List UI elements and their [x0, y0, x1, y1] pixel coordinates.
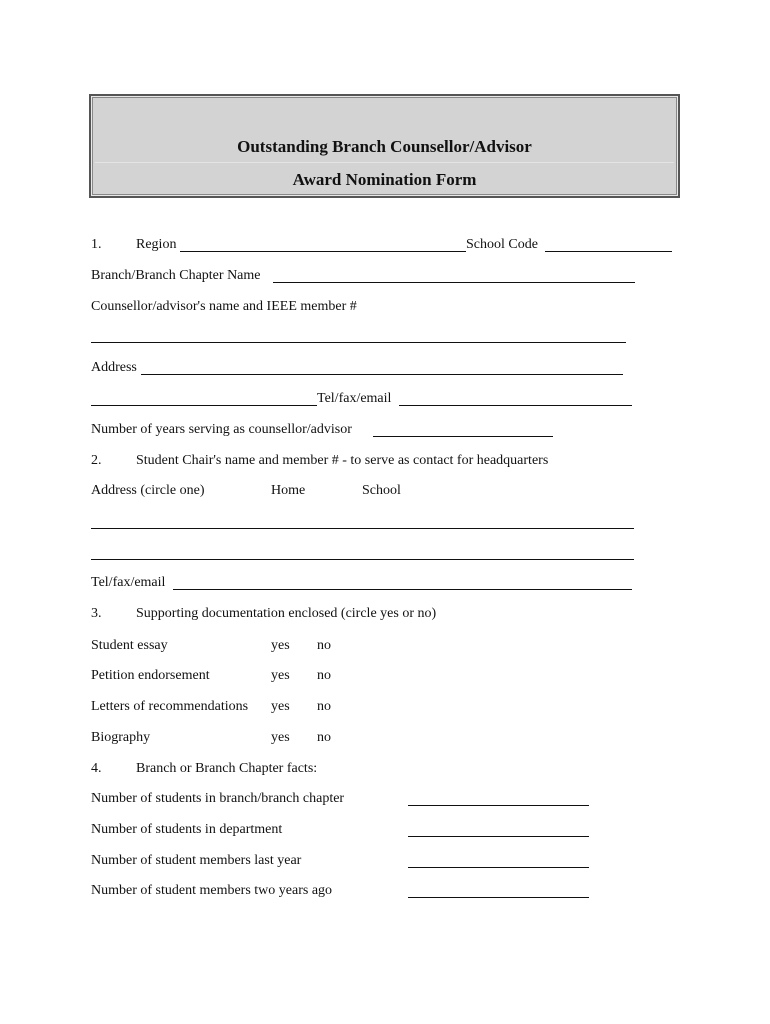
doc-item-label: Letters of recommendations: [91, 699, 249, 714]
chair-address-field-2[interactable]: [91, 559, 634, 560]
no-option[interactable]: no: [317, 668, 331, 683]
doc-item-label: Biography: [91, 730, 151, 745]
yes-option[interactable]: yes: [271, 668, 290, 683]
fact-field[interactable]: [408, 867, 589, 868]
school-code-label: School Code: [466, 237, 538, 252]
fact-field[interactable]: [408, 836, 589, 837]
telfax-label: Tel/fax/email: [317, 391, 392, 406]
fact-field[interactable]: [408, 897, 589, 898]
title-box: [89, 94, 680, 198]
section-2-heading: Student Chair's name and member # - to serve as contact for headquarters: [136, 453, 549, 468]
school-code-field[interactable]: [545, 251, 672, 252]
section-3-heading: Supporting documentation enclosed (circle yes or no): [136, 606, 437, 621]
address-label: Address: [91, 360, 137, 375]
section-2-number: 2.: [91, 453, 102, 468]
counsellor-name-field[interactable]: [91, 342, 626, 343]
chair-telfax-label: Tel/fax/email: [91, 575, 166, 590]
section-4-number: 4.: [91, 761, 102, 776]
yes-option[interactable]: yes: [271, 730, 290, 745]
address-field[interactable]: [141, 374, 623, 375]
doc-item-label: Petition endorsement: [91, 668, 210, 683]
title-divider: [95, 162, 674, 163]
section-1-number: 1.: [91, 237, 102, 252]
telfax-field[interactable]: [399, 405, 632, 406]
region-field[interactable]: [180, 251, 466, 252]
section-4-heading: Branch or Branch Chapter facts:: [136, 761, 318, 776]
address-circle-label: Address (circle one): [91, 483, 205, 498]
fact-field[interactable]: [408, 805, 589, 806]
yes-option[interactable]: yes: [271, 638, 290, 653]
chair-telfax-field[interactable]: [173, 589, 632, 590]
no-option[interactable]: no: [317, 699, 331, 714]
chair-address-field-1[interactable]: [91, 528, 634, 529]
form-title: Outstanding Branch Counsellor/Advisor: [237, 137, 532, 156]
fact-label: Number of student members two years ago: [91, 883, 333, 898]
yes-option[interactable]: yes: [271, 699, 290, 714]
fact-label: Number of students in branch/branch chapter: [91, 791, 345, 806]
no-option[interactable]: no: [317, 730, 331, 745]
counsellor-name-label: Counsellor/advisor's name and IEEE member #: [91, 299, 357, 314]
years-serving-field[interactable]: [373, 436, 553, 437]
no-option[interactable]: no: [317, 638, 331, 653]
branch-name-label: Branch/Branch Chapter Name: [91, 268, 261, 283]
fact-label: Number of students in department: [91, 822, 283, 837]
address-line-2-field[interactable]: [91, 405, 317, 406]
home-option[interactable]: Home: [271, 483, 306, 498]
school-option[interactable]: School: [362, 483, 401, 498]
section-3-number: 3.: [91, 606, 102, 621]
form-subtitle: Award Nomination Form: [292, 170, 477, 189]
doc-item-label: Student essay: [91, 638, 168, 653]
fact-label: Number of student members last year: [91, 853, 302, 868]
years-serving-label: Number of years serving as counsellor/advisor: [91, 422, 352, 437]
branch-name-field[interactable]: [273, 282, 635, 283]
region-label: Region: [136, 237, 177, 252]
